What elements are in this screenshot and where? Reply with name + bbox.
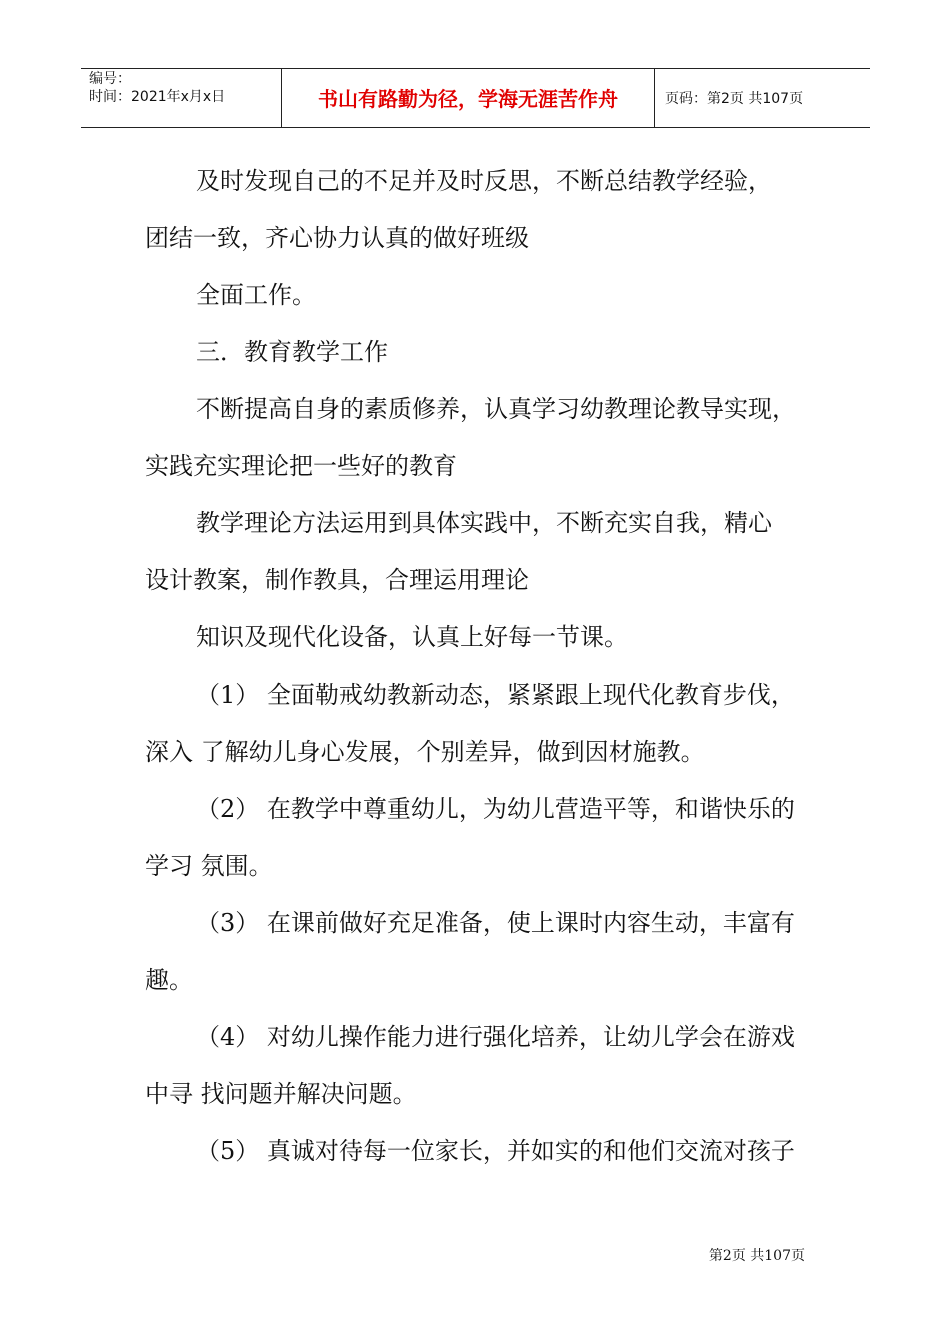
list-item-continuation: 趣。: [145, 966, 193, 994]
body-line: 全面工作。: [196, 281, 316, 309]
section-heading: 三．教育教学工作: [196, 338, 388, 366]
header-page-info: 页码：第2页 共107页: [665, 91, 804, 107]
list-item: （1） 全面勒戒幼教新动态，紧紧跟上现代化教育步伐，: [196, 681, 795, 709]
list-item: （5） 真诚对待每一位家长，并如实的和他们交流对孩子: [196, 1137, 795, 1165]
body-line: 实践充实理论把一些好的教育: [145, 452, 457, 480]
body-line: 团结一致，齐心协力认真的做好班级: [145, 224, 529, 252]
header-motto-cell: [282, 69, 655, 127]
header-motto: 书山有路勤为径，学海无涯苦作舟: [318, 87, 618, 111]
page-footer: 第2页 共107页: [708, 1248, 805, 1264]
body-line: 知识及现代化设备，认真上好每一节课。: [196, 623, 628, 651]
list-item-continuation: 中寻 找问题并解决问题。: [145, 1080, 417, 1108]
document-date-label: 时间：2021年x月x日: [89, 89, 226, 105]
list-item: （4） 对幼儿操作能力进行强化培养，让幼儿学会在游戏: [196, 1023, 795, 1051]
header-meta-cell: [81, 69, 282, 127]
body-line: 不断提高自身的素质修养，认真学习幼教理论教导实现，: [196, 395, 796, 423]
list-item: （2） 在教学中尊重幼儿，为幼儿营造平等，和谐快乐的: [196, 795, 795, 823]
body-line: 教学理论方法运用到具体实践中，不断充实自我，精心: [196, 509, 772, 537]
body-line: 设计教案，制作教具，合理运用理论: [145, 566, 529, 594]
header-page-cell: [655, 69, 870, 127]
list-item: （3） 在课前做好充足准备，使上课时内容生动，丰富有: [196, 909, 795, 937]
list-item-continuation: 学习 氛围。: [145, 852, 273, 880]
body-line: 及时发现自己的不足并及时反思，不断总结教学经验，: [196, 167, 772, 195]
list-item-continuation: 深入 了解幼儿身心发展，个别差异，做到因材施教。: [145, 738, 705, 766]
page-header: [81, 68, 870, 128]
document-number-label: 编号：: [89, 71, 131, 87]
